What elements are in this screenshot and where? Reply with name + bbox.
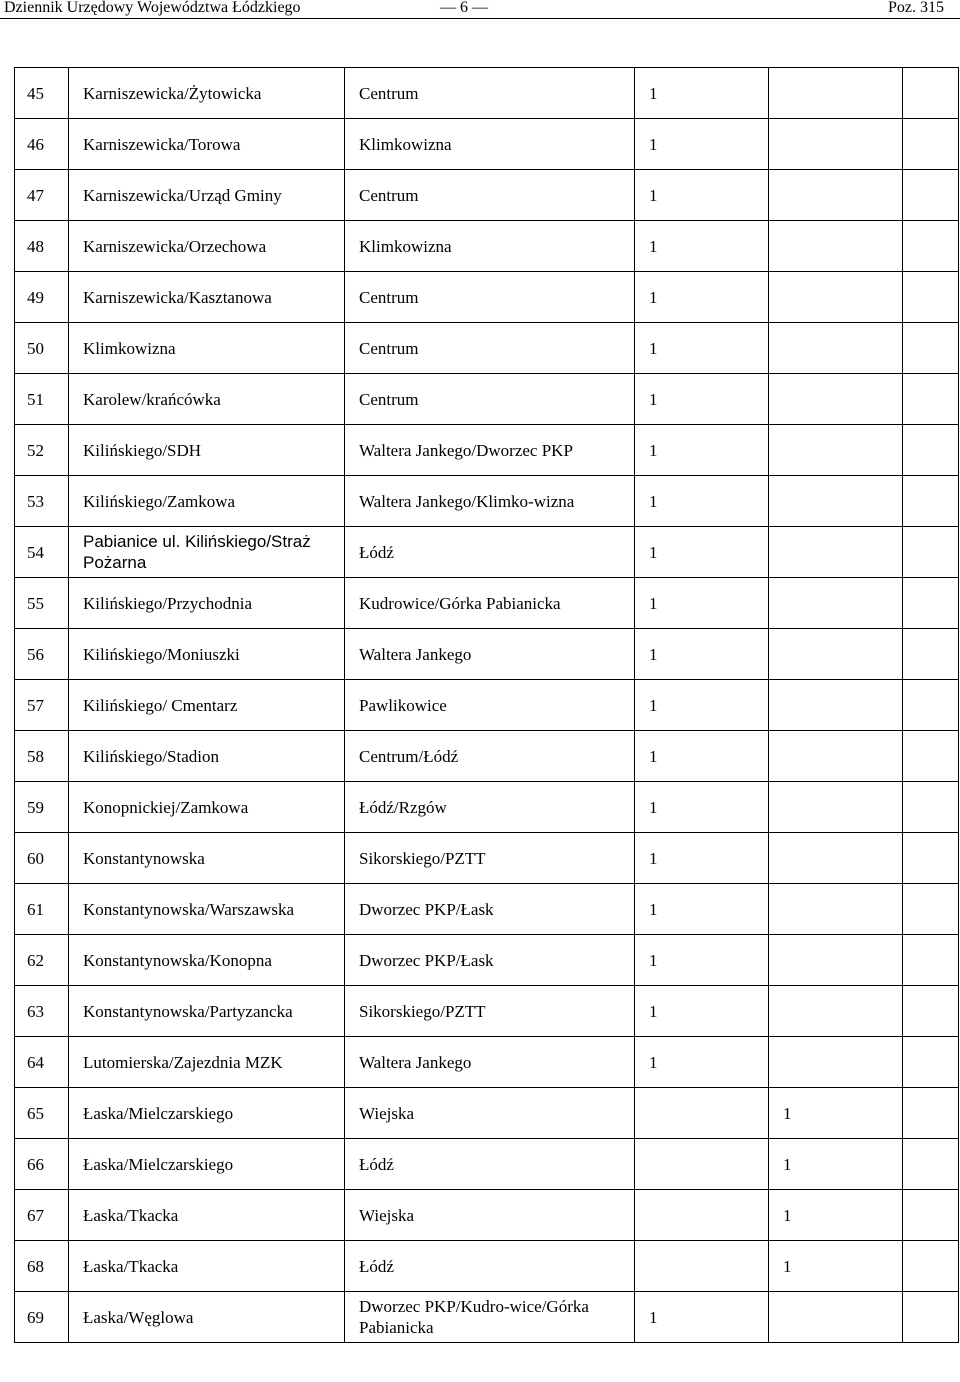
stop-name: Konstantynowska xyxy=(69,833,345,884)
count-col-b xyxy=(769,1037,903,1088)
count-col-a: 1 xyxy=(635,986,769,1037)
count-col-a: 1 xyxy=(635,374,769,425)
direction: Dworzec PKP/Łask xyxy=(345,935,635,986)
table-row xyxy=(15,1190,959,1241)
stops-table xyxy=(14,67,959,1343)
stop-name: Kilińskiego/Zamkowa xyxy=(69,476,345,527)
direction: Klimkowizna xyxy=(345,221,635,272)
stop-name: Kilińskiego/Stadion xyxy=(69,731,345,782)
row-number: 61 xyxy=(15,884,69,935)
count-col-a: 1 xyxy=(635,119,769,170)
stop-name: Łaska/Węglowa xyxy=(69,1292,345,1343)
count-col-b xyxy=(769,323,903,374)
count-col-a: 1 xyxy=(635,629,769,680)
stop-name: Łaska/Tkacka xyxy=(69,1241,345,1292)
count-col-a: 1 xyxy=(635,884,769,935)
count-col-a xyxy=(635,1139,769,1190)
row-number: 50 xyxy=(15,323,69,374)
count-col-c xyxy=(903,170,959,221)
table-row xyxy=(15,119,959,170)
table-row xyxy=(15,1292,959,1343)
count-col-b xyxy=(769,935,903,986)
direction: Waltera Jankego/Dworzec PKP xyxy=(345,425,635,476)
row-number: 46 xyxy=(15,119,69,170)
count-col-b xyxy=(769,578,903,629)
direction: Waltera Jankego xyxy=(345,629,635,680)
stop-name: Pabianice ul. Kilińskiego/Straż Pożarna xyxy=(69,527,345,578)
count-col-b: 1 xyxy=(769,1241,903,1292)
stop-name: Klimkowizna xyxy=(69,323,345,374)
count-col-b xyxy=(769,527,903,578)
stop-name: Kilińskiego/ Cmentarz xyxy=(69,680,345,731)
stop-name: Kilińskiego/Przychodnia xyxy=(69,578,345,629)
stop-name: Łaska/Tkacka xyxy=(69,1190,345,1241)
count-col-b xyxy=(769,833,903,884)
direction: Centrum xyxy=(345,272,635,323)
table-row xyxy=(15,578,959,629)
count-col-a: 1 xyxy=(635,1037,769,1088)
table-row xyxy=(15,527,959,578)
row-number: 55 xyxy=(15,578,69,629)
count-col-b xyxy=(769,986,903,1037)
direction: Centrum/Łódź xyxy=(345,731,635,782)
table-row xyxy=(15,731,959,782)
count-col-b xyxy=(769,221,903,272)
stop-name: Karniszewicka/Urząd Gminy xyxy=(69,170,345,221)
count-col-c xyxy=(903,272,959,323)
count-col-c xyxy=(903,68,959,119)
table-row xyxy=(15,1037,959,1088)
row-number: 62 xyxy=(15,935,69,986)
count-col-b xyxy=(769,629,903,680)
count-col-b xyxy=(769,680,903,731)
row-number: 57 xyxy=(15,680,69,731)
count-col-c xyxy=(903,782,959,833)
direction: Dworzec PKP/Łask xyxy=(345,884,635,935)
count-col-b xyxy=(769,476,903,527)
table-row xyxy=(15,374,959,425)
count-col-c xyxy=(903,323,959,374)
row-number: 59 xyxy=(15,782,69,833)
row-number: 53 xyxy=(15,476,69,527)
stop-name: Karniszewicka/Orzechowa xyxy=(69,221,345,272)
count-col-c xyxy=(903,527,959,578)
table-row xyxy=(15,476,959,527)
table-row xyxy=(15,1088,959,1139)
row-number: 66 xyxy=(15,1139,69,1190)
direction: Centrum xyxy=(345,323,635,374)
direction: Pawlikowice xyxy=(345,680,635,731)
count-col-b xyxy=(769,374,903,425)
count-col-b xyxy=(769,425,903,476)
count-col-a: 1 xyxy=(635,425,769,476)
count-col-c xyxy=(903,1292,959,1343)
count-col-c xyxy=(903,1190,959,1241)
position-number: Poz. 315 xyxy=(888,0,944,16)
table-row xyxy=(15,884,959,935)
direction: Sikorskiego/PZTT xyxy=(345,833,635,884)
count-col-c xyxy=(903,1139,959,1190)
count-col-a: 1 xyxy=(635,272,769,323)
direction: Klimkowizna xyxy=(345,119,635,170)
count-col-c xyxy=(903,374,959,425)
count-col-a: 1 xyxy=(635,782,769,833)
row-number: 58 xyxy=(15,731,69,782)
direction: Łódź/Rzgów xyxy=(345,782,635,833)
count-col-a: 1 xyxy=(635,323,769,374)
row-number: 64 xyxy=(15,1037,69,1088)
direction: Centrum xyxy=(345,374,635,425)
count-col-c xyxy=(903,986,959,1037)
table-row xyxy=(15,629,959,680)
direction: Łódź xyxy=(345,1139,635,1190)
stop-name: Karniszewicka/Kasztanowa xyxy=(69,272,345,323)
table-row xyxy=(15,680,959,731)
stop-name: Karniszewicka/Żytowicka xyxy=(69,68,345,119)
stop-name: Kilińskiego/SDH xyxy=(69,425,345,476)
table-row xyxy=(15,833,959,884)
stop-name: Lutomierska/Zajezdnia MZK xyxy=(69,1037,345,1088)
count-col-a: 1 xyxy=(635,221,769,272)
count-col-a xyxy=(635,1190,769,1241)
row-number: 51 xyxy=(15,374,69,425)
count-col-a xyxy=(635,1241,769,1292)
direction: Wiejska xyxy=(345,1190,635,1241)
count-col-a: 1 xyxy=(635,68,769,119)
count-col-a: 1 xyxy=(635,476,769,527)
direction: Łódź xyxy=(345,1241,635,1292)
table-row xyxy=(15,221,959,272)
count-col-b xyxy=(769,272,903,323)
table-row xyxy=(15,272,959,323)
stops-table-body xyxy=(15,68,959,1343)
count-col-b xyxy=(769,731,903,782)
count-col-a: 1 xyxy=(635,578,769,629)
stop-name: Konstantynowska/Partyzancka xyxy=(69,986,345,1037)
count-col-b xyxy=(769,1292,903,1343)
count-col-a: 1 xyxy=(635,1292,769,1343)
count-col-c xyxy=(903,629,959,680)
row-number: 47 xyxy=(15,170,69,221)
count-col-b: 1 xyxy=(769,1190,903,1241)
direction: Centrum xyxy=(345,68,635,119)
row-number: 52 xyxy=(15,425,69,476)
row-number: 68 xyxy=(15,1241,69,1292)
stop-name: Konstantynowska/Warszawska xyxy=(69,884,345,935)
count-col-b xyxy=(769,68,903,119)
count-col-b: 1 xyxy=(769,1088,903,1139)
count-col-a: 1 xyxy=(635,935,769,986)
count-col-c xyxy=(903,1088,959,1139)
stop-name: Konopnickiej/Zamkowa xyxy=(69,782,345,833)
table-row xyxy=(15,782,959,833)
count-col-b: 1 xyxy=(769,1139,903,1190)
direction: Centrum xyxy=(345,170,635,221)
row-number: 65 xyxy=(15,1088,69,1139)
table-row xyxy=(15,68,959,119)
table-row xyxy=(15,986,959,1037)
count-col-a: 1 xyxy=(635,680,769,731)
stop-name: Łaska/Mielczarskiego xyxy=(69,1139,345,1190)
count-col-a xyxy=(635,1088,769,1139)
table-row xyxy=(15,1139,959,1190)
direction: Sikorskiego/PZTT xyxy=(345,986,635,1037)
journal-title: Dziennik Urzędowy Województwa Łódzkiego xyxy=(4,0,301,16)
page-number: — 6 — xyxy=(440,0,488,16)
stop-name: Karniszewicka/Torowa xyxy=(69,119,345,170)
direction: Łódź xyxy=(345,527,635,578)
row-number: 49 xyxy=(15,272,69,323)
count-col-c xyxy=(903,833,959,884)
stop-name: Łaska/Mielczarskiego xyxy=(69,1088,345,1139)
row-number: 45 xyxy=(15,68,69,119)
count-col-b xyxy=(769,884,903,935)
count-col-c xyxy=(903,221,959,272)
count-col-a: 1 xyxy=(635,731,769,782)
direction: Kudrowice/Górka Pabianicka xyxy=(345,578,635,629)
count-col-c xyxy=(903,425,959,476)
count-col-c xyxy=(903,476,959,527)
table-row xyxy=(15,170,959,221)
row-number: 69 xyxy=(15,1292,69,1343)
direction: Dworzec PKP/Kudro-wice/Górka Pabianicka xyxy=(345,1292,635,1343)
stop-name: Karolew/krańcówka xyxy=(69,374,345,425)
table-row xyxy=(15,323,959,374)
count-col-c xyxy=(903,680,959,731)
count-col-c xyxy=(903,935,959,986)
direction: Waltera Jankego xyxy=(345,1037,635,1088)
stop-name: Konstantynowska/Konopna xyxy=(69,935,345,986)
count-col-b xyxy=(769,170,903,221)
count-col-c xyxy=(903,884,959,935)
row-number: 60 xyxy=(15,833,69,884)
table-row xyxy=(15,425,959,476)
table-row xyxy=(15,935,959,986)
count-col-c xyxy=(903,578,959,629)
table-row xyxy=(15,1241,959,1292)
row-number: 48 xyxy=(15,221,69,272)
direction: Wiejska xyxy=(345,1088,635,1139)
count-col-c xyxy=(903,1241,959,1292)
count-col-c xyxy=(903,119,959,170)
count-col-b xyxy=(769,119,903,170)
count-col-a: 1 xyxy=(635,170,769,221)
row-number: 63 xyxy=(15,986,69,1037)
direction: Waltera Jankego/Klimko-wizna xyxy=(345,476,635,527)
row-number: 54 xyxy=(15,527,69,578)
count-col-c xyxy=(903,731,959,782)
count-col-b xyxy=(769,782,903,833)
count-col-a: 1 xyxy=(635,833,769,884)
row-number: 67 xyxy=(15,1190,69,1241)
header-rule xyxy=(0,18,960,19)
row-number: 56 xyxy=(15,629,69,680)
stop-name: Kilińskiego/Moniuszki xyxy=(69,629,345,680)
count-col-c xyxy=(903,1037,959,1088)
count-col-a: 1 xyxy=(635,527,769,578)
